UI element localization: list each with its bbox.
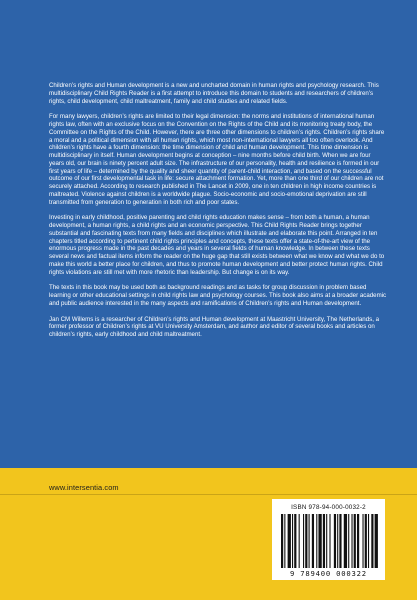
barcode-bar bbox=[344, 514, 347, 568]
isbn-label: ISBN 978-94-000-0032-2 bbox=[291, 504, 366, 511]
barcode-bar bbox=[318, 514, 321, 568]
barcode-digits: 9 789400 000322 bbox=[290, 569, 367, 578]
barcode-bar bbox=[337, 514, 338, 568]
barcode-bar bbox=[288, 514, 291, 568]
blurb-paragraph-usage: The texts in this book may be used both as background readings and as tasks for group discussion in problem based learning or other educational settings in child rights law and psychology courses. This book also aims at a broader academic and public audience interested in the many aspects and ramifications of Children’s rights and Human development. bbox=[49, 284, 387, 307]
barcode-bar bbox=[357, 514, 359, 568]
barcode-bar bbox=[303, 514, 304, 568]
barcode-bar bbox=[365, 514, 367, 568]
author-bio: Jan CM Willems is a researcher of Children’s rights and Human development at Maastricht University, The Netherlands, a former professor of Children’s rights at VU University Amsterdam, and author and editor of several books and articles on children’s rights, early childhood and child maltreatment. bbox=[49, 315, 380, 338]
blurb-paragraph-investing: Investing in early childhood, positive parenting and child rights education makes sense – from both a human, a human development, a human rights, a child rights and an economic perspective. This Child Rights Reader brings together substantial and fascinating texts from many fields and disciplines which illustrate and elaborate this point. Arranged in ten chapters titled according to pertinent child rights principles and concepts, these texts offer a state-of-the-art view of the enormous progress made in the past decades and years in several fields of human knowledge. In between these texts several news and factual items inform the reader on the huge gap that still exists between what we know and what we do to make this world a better place for children, and thus to promote human development and better protect human rights. Child rights violations are still met with more rhetoric than leadership. But change is on its way. bbox=[49, 214, 385, 276]
barcode-bar bbox=[292, 514, 293, 568]
barcode-bar bbox=[362, 514, 363, 568]
barcode-bar bbox=[334, 514, 336, 568]
barcode-bar bbox=[354, 514, 356, 568]
barcode-bar bbox=[339, 514, 341, 568]
blurb-paragraph-dimensions: For many lawyers, children’s rights are limited to their legal dimension: the norms and institutions of international human rights law, often with an exclusive focus on the Convention on the Rights of the Child and its monitoring treaty body, the Committee on the Rights of the Child. However, there are three other dimensions to children’s rights. Children’s rights share a moral and a political dimension with all human rights, which most non-international lawyers all too often overlook. And children’s rights have a fourth dimension: the time dimension of child and human development. This time dimension is multidisciplinary in itself. Human development begins at conception – nine months before child birth. When we are four years old, our brain is ninety percent adult size. The infrastructure of our personality, health and resilience is formed in our first years of life – determined by the quality and sheer quantity of parent-child interaction, and based on the successful outcome of our first developmental task in life: secure attachment formation. Yet, more than one third of our children are not securely attached. According to research published in The Lancet in 2009, one in ten children in high income countries is maltreated. Violence against children is a worldwide plague. Socio-economic and socio-emotional deprivation are still transmitted from generation to generation in both rich and poor states. bbox=[49, 113, 385, 206]
barcode-bar bbox=[312, 514, 314, 568]
barcode-bar bbox=[329, 514, 330, 568]
barcode-bar bbox=[294, 514, 296, 568]
barcode-bar bbox=[368, 514, 369, 568]
barcode-icon bbox=[281, 514, 379, 568]
barcode-bar bbox=[281, 514, 283, 568]
barcode-bar bbox=[351, 514, 352, 568]
barcode-bar bbox=[375, 514, 378, 568]
barcode-bar bbox=[309, 514, 310, 568]
barcode-bar bbox=[299, 514, 300, 568]
barcode-bar bbox=[316, 514, 317, 568]
footer-divider bbox=[0, 494, 417, 495]
barcode-bar bbox=[284, 514, 285, 568]
publisher-website[interactable]: www.intersentia.com bbox=[49, 483, 119, 492]
barcode-panel bbox=[272, 499, 385, 580]
barcode-bar bbox=[305, 514, 307, 568]
barcode-bar bbox=[323, 514, 325, 568]
barcode-bar bbox=[371, 514, 373, 568]
blurb-paragraph-intro: Children’s rights and Human development is a new and uncharted domain in human rights and psychology research. This multidisciplinary Child Rights Reader is a first attempt to introduce this domain to students and researchers of children’s rights, child development, child maltreatment, family and child studies and related fields. bbox=[49, 82, 379, 105]
barcode-bar bbox=[326, 514, 327, 568]
barcode-bar bbox=[348, 514, 349, 568]
blurb-text bbox=[49, 82, 387, 347]
